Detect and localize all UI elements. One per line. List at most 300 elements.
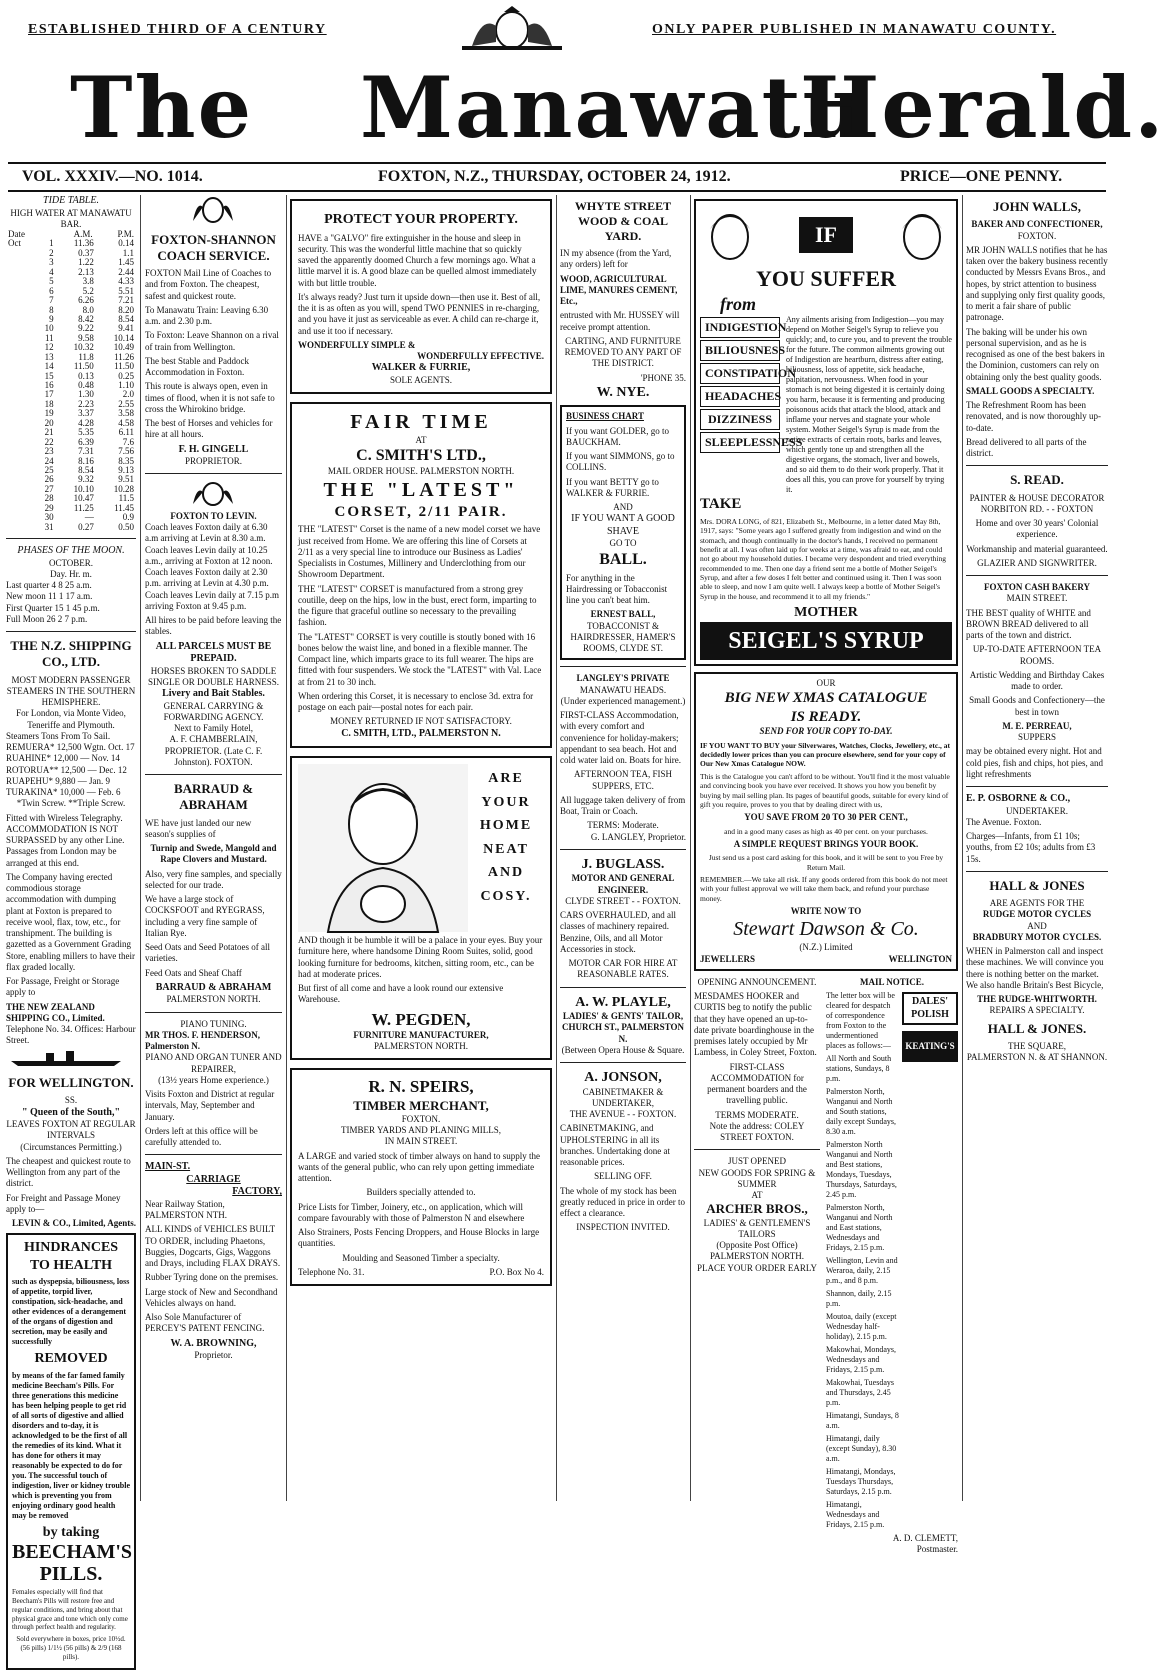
langley-sub: MANAWATU HEADS. <box>579 684 667 695</box>
established-banner: ESTABLISHED THIRD OF A CENTURY <box>28 22 327 37</box>
xmas-ltd: (N.Z.) Limited <box>799 942 853 953</box>
jonson-selling: SELLING OFF. <box>594 1171 652 1182</box>
ailment-item: HEADACHES <box>700 386 780 407</box>
cash-tea: UP-TO-DATE AFTERNOON TEA ROOMS. <box>972 644 1102 666</box>
col5-bottom <box>694 977 958 1556</box>
read-text: Home and over 30 years' Colonial experience. <box>975 518 1099 540</box>
tide-row <box>6 372 136 381</box>
tide-am: 5.35 <box>78 427 94 438</box>
levin-line: Coach leaves Foxton daily at 6.30 a.m arriving at Levin at 8.30 a.m. <box>145 522 268 544</box>
hall-sub: ARE AGENTS FOR THE <box>989 898 1085 908</box>
hall-square: THE SQUARE, <box>1008 1040 1066 1051</box>
whyte-text: entrusted with Mr. HUSSEY will receive prompt attention. <box>560 310 680 332</box>
tide-row <box>6 315 136 324</box>
osborne-sub: UNDERTAKER. <box>1006 805 1068 816</box>
speirs-sub: TIMBER MERCHANT, <box>353 1097 489 1113</box>
hall-location: PALMERSTON N. & AT SHANNON. <box>966 1052 1108 1062</box>
tide-day <box>6 438 34 447</box>
playle-sub: LADIES' & GENTS' TAILOR, <box>562 1011 684 1021</box>
coach-text: To Foxton: Leave Shannon on a rival of train from Wellington. <box>145 330 279 352</box>
levin-horses: HORSES BROKEN TO SADDLE SINGLE OR DOUBLE HARNESS. <box>147 665 279 687</box>
tide-am: 8.0 <box>82 304 94 315</box>
ship-row: TURAKINA* 10,000 — Feb. 6 <box>6 787 121 797</box>
pegden-word: COSY. <box>480 888 532 904</box>
coach-title: FOXTON-SHANNON COACH SERVICE. <box>151 231 276 263</box>
buglass-sub: MOTOR AND GENERAL ENGINEER. <box>571 873 675 895</box>
tide-date: 30 <box>44 512 54 523</box>
walls-text: Bread delivered to all parts of the district. <box>966 436 1087 458</box>
xmas-remember: REMEMBER.—We take all risk. If any goods ordered from this book do not meet with your fullest approval we will take them back, and refund your purchase money. <box>700 874 948 903</box>
cash-text: Small Goods and Confectionery—the best in town <box>969 695 1105 717</box>
title-manawatu: Manawatu <box>360 58 866 157</box>
jonson-name: A. JONSON, <box>584 1070 662 1085</box>
fair-money: MONEY RETURNED IF NOT SATISFACTORY. <box>330 716 512 727</box>
tide-date: 12 <box>44 342 54 353</box>
opening-text: MESDAMES HOOKER and CURTIS beg to notify the public that they have opened an up-to-date private boardinghouse in the premises lately occupied by Mr Lambess, in Coley Street, Foxton. <box>694 991 817 1058</box>
levin-hire: All hires to be paid before leaving the stables. <box>145 615 282 637</box>
buglass-hire: MOTOR CAR FOR HIRE AT REASONABLE RATES. <box>568 958 678 980</box>
ailment-item: DIZZINESS <box>700 409 780 430</box>
tide-row <box>6 287 136 296</box>
masthead-rule <box>8 162 1106 164</box>
walls-title: JOHN WALLS, <box>993 199 1081 214</box>
xmas-text: Just send us a post card asking for this book, and it will be sent to you Free by Return Mail. <box>708 853 944 872</box>
speirs-text: Price Lists for Timber, Joinery, etc., on application, which will compare favourably with those of Palmerston N and elsewhere <box>298 1201 525 1223</box>
tide-date: 13 <box>44 351 54 362</box>
mail-line: Wellington, Levin and Weraroa, daily, 2.15 p.m., and 8 p.m. <box>826 1256 898 1285</box>
shipping-header: Steamers Tons From To Sail. <box>6 730 111 741</box>
tide-pm: 1.10 <box>118 380 134 390</box>
speirs-location: FOXTON. <box>401 1113 441 1124</box>
ship-text: For Passage, Freight or Storage apply to <box>6 976 120 998</box>
title-herald: Herald. <box>800 58 1165 157</box>
tide-date: 7 <box>49 295 54 306</box>
column-rule <box>962 195 963 1501</box>
playle-name: A. W. PLAYLE, <box>575 994 671 1010</box>
beecham-text: such as dyspepsia, biliousness, loss of appetite, torpid liver, constipation, sick-headache, and other evidences of a derangement of the organs of digestion and secretion, may be easily and successfully <box>12 1277 130 1347</box>
chart-line: If you want GOLDER, go to BAUCKHAM. <box>566 425 669 447</box>
shipping-sub: MOST MODERN PASSENGER STEAMERS IN THE SOUTHERN HEMISPHERE. <box>6 674 136 707</box>
tide-pm: 3.58 <box>118 408 134 419</box>
column-rule <box>286 195 287 1501</box>
column-4 <box>560 195 686 1501</box>
moon-phase: New moon 11 1 17 a.m. <box>6 591 93 602</box>
piano-name: MR THOS. F. HENDERSON, Palmerston N. <box>145 1029 261 1051</box>
shipping-title: THE N.Z. SHIPPING CO., LTD. <box>10 638 132 670</box>
beecham-by: by taking <box>42 1524 100 1540</box>
tide-row <box>6 277 136 286</box>
cash-text: may be obtained every night. Hot and cold pies, fish and chips, hot pies, and light refreshments <box>966 746 1103 779</box>
tide-am: 0.48 <box>78 380 94 390</box>
chart-shave: IF YOU WANT A GOOD SHAVE <box>571 513 675 537</box>
hall-signature: HALL & JONES. <box>987 1020 1087 1036</box>
mail-line: Palmerston North Wanganui and North and Best stations, Mondays, Tuesdays, Thursdays, Saturdays, 2.45 p.m. <box>826 1140 897 1199</box>
tide-date: 26 <box>44 474 54 485</box>
tide-pm: 9.51 <box>118 474 134 485</box>
tide-am: 7.31 <box>78 446 94 457</box>
tide-day <box>6 475 34 484</box>
tide-row <box>6 239 136 248</box>
ailment-item: CONSTIPATION <box>700 363 780 384</box>
cash-suppers: SUPPERS <box>1017 732 1057 742</box>
walls-specialty: SMALL GOODS A SPECIALTY. <box>966 385 1095 396</box>
woman-portrait-icon <box>892 205 952 265</box>
tide-am: 11.25 <box>73 502 94 513</box>
moon-phase: First Quarter 15 1 45 p.m. <box>6 602 100 613</box>
carriage-text: Also Sole Manufacturer of PERCEY'S PATENT FENCING. <box>145 1312 265 1334</box>
tide-row <box>6 513 136 522</box>
wellington-agent: LEVIN & CO., Limited, Agents. <box>11 1218 136 1228</box>
tide-day <box>6 324 34 333</box>
steamer-icon <box>6 1047 126 1067</box>
chart-line: If you want BETTY go to WALKER & FURRIE. <box>566 476 659 498</box>
jonson-invite: INSPECTION INVITED. <box>576 1222 670 1233</box>
price: PRICE—ONE PENNY. <box>900 168 1063 185</box>
livery-title: Livery and Bait Stables. <box>162 688 265 699</box>
speirs-ad <box>290 1068 552 1286</box>
masthead-title <box>0 58 1165 158</box>
hall-text: WHEN in Palmerston call and inspect these machines. We will convince you there is nothing better on the market. We also handle Britain's Best Bicycle, <box>966 946 1104 990</box>
tide-pm: 7.21 <box>118 295 134 306</box>
tide-header-row <box>6 230 136 239</box>
playle-location2: (Between Opera House & Square. <box>561 1044 685 1055</box>
tide-day <box>6 523 34 532</box>
tide-header: P.M. <box>117 229 134 239</box>
ship-row: RUAHINE* 12,000 — Nov. 14 <box>6 753 120 764</box>
royal-crest-icon <box>145 195 282 223</box>
fair-corset: CORSET, 2/11 PAIR. <box>334 503 508 520</box>
tide-date: 6 <box>49 285 54 296</box>
tide-am: 0.37 <box>78 247 94 258</box>
beecham-title: HINDRANCES <box>23 1240 119 1256</box>
tide-row <box>6 258 136 267</box>
speirs-telephone: Telephone No. 31. <box>298 1266 365 1277</box>
seigel-from: from <box>720 293 756 314</box>
pegden-ad <box>290 756 552 1060</box>
buglass-location: CLYDE STREET - - FOXTON. <box>565 895 681 906</box>
seigel-take: TAKE <box>700 496 742 512</box>
pegden-text: AND though it be humble it will be a palace in your eyes. Buy your furniture here, where handsome Dining Room Suites, solid, good looking furniture for bedrooms, kitchen, sitting room, etc., can be had at moderate prices. <box>298 935 543 979</box>
mail-line: Himatangi, Sundays, 8 a.m. <box>826 1411 899 1430</box>
mail-body <box>826 988 958 1533</box>
moon-header: Day. Hr. m. <box>50 568 92 579</box>
ship-agent: THE NEW ZEALAND SHIPPING CO., Limited. <box>6 1001 105 1023</box>
whyte-text: IN my absence (from the Yard, any orders) left for <box>560 248 672 270</box>
ship-text: Fitted with Wireless Telegraphy. ACCOMMODATION IS NOT SURPASSED by any other Line. Passages from London may be arranged at this end. <box>6 812 125 868</box>
coat-of-arms-icon <box>452 6 572 52</box>
mail-postmaster: Postmaster. <box>916 1544 958 1555</box>
osborne-location: The Avenue. Foxton. <box>966 816 1042 827</box>
tide-pm: 1.45 <box>118 257 134 268</box>
column-3 <box>290 195 552 1501</box>
tide-row <box>6 466 136 475</box>
beecham-name: BEECHAM'S PILLS. <box>12 1541 133 1586</box>
tide-header: Date <box>8 229 25 239</box>
protect-title: PROTECT YOUR PROPERTY. <box>324 212 518 227</box>
tide-row <box>6 409 136 418</box>
ailment-item: BILIOUSNESS <box>700 340 780 361</box>
tide-am: 10.10 <box>73 483 94 494</box>
xmas-city: WELLINGTON <box>888 953 952 964</box>
speirs-text: Builders specially attended to. <box>366 1187 476 1198</box>
xmas-write: WRITE NOW TO <box>790 906 862 916</box>
read-text: Workmanship and material guaranteed. <box>966 543 1108 554</box>
tide-date: 10 <box>44 323 54 334</box>
seigel-text: Any ailments arising from Indigestion—you may depend on Mother Seigel's Syrup to relieve you quickly; and, to cure you, and to prevent the trouble for the future. The common ailments growing out of Indigestion are heartburn, distress after eating, biliousness, loss of appetite, sick headache, palpitation, nervousness. When food in your stomach is not being digested it is certainly doing you harm, because it is fermenting and producing poisonous acids that attack the blood, attack and inflame your nerves and stagnate your whole system. Mother Seigel's Syrup is made from the native extracts of certain roots, barks and leaves, which gently tone up and strengthen all the digestive organs, the stomach, liver and bowels, and so aid them to do their work properly. That it does all this, you can prove for yourself by trying it. <box>786 315 952 494</box>
tide-title: TIDE TABLE. <box>43 195 99 206</box>
osborne-text: Charges—Infants, from £1 10s; youths, from £2 10s; adults from £3 15s. <box>966 831 1096 864</box>
tide-pm: 11.5 <box>118 493 134 504</box>
tide-table <box>6 230 136 239</box>
xmas-footer <box>700 954 952 965</box>
tide-row <box>6 400 136 409</box>
barraud-signature: BARRAUD & ABRAHAM <box>155 981 272 993</box>
tide-day <box>6 362 34 371</box>
barraud-items: Turnip and Swede, Mangold and Rape Clovers and Mustard. <box>150 843 277 865</box>
dateline-bar <box>0 168 1114 188</box>
barraud-text: Seed Oats and Seed Potatoes of all varieties. <box>145 942 270 964</box>
protect-sole: SOLE AGENTS. <box>389 374 452 385</box>
tide-pm: 8.35 <box>118 455 134 466</box>
chart-and: AND <box>613 502 633 512</box>
tide-date: 5 <box>49 276 54 287</box>
chart-line: If you want SIMMONS, go to COLLINS. <box>566 451 675 473</box>
carriage-title: CARRIAGE <box>186 1173 241 1185</box>
coach-text: FOXTON Mail Line of Coaches to and from Foxton. The cheapest, safest and quickest route. <box>145 268 272 301</box>
hall-and: AND <box>1027 920 1047 931</box>
carriage-owner: W. A. BROWNING, <box>170 1337 257 1349</box>
hall-rudge: RUDGE MOTOR CYCLES <box>982 909 1092 920</box>
walls-text: MR JOHN WALLS notifies that he has taken over the bakery business recently conducted by Messrs Evans Bros., and hopes, by strict attention to business and supplying only first quality goods, to merit a fair share of public patronage. <box>966 244 1108 323</box>
tide-day: Oct <box>8 238 21 249</box>
mail-lines <box>826 988 899 1533</box>
tide-rows <box>6 239 136 532</box>
tide-pm: 8.20 <box>118 304 134 315</box>
langley-text: All luggage taken delivery of from Boat, Train or Coach. <box>560 794 686 816</box>
hall-rudge-whitworth: THE RUDGE-WHITWORTH. <box>977 994 1097 1004</box>
tide-am: 8.16 <box>78 455 94 466</box>
tide-date: 11 <box>44 332 54 343</box>
tide-day <box>6 504 34 513</box>
fair-time-ad <box>290 402 552 748</box>
speirs-yards: TIMBER YARDS AND PLANING MILLS, <box>341 1125 501 1135</box>
tide-am: 1.22 <box>78 257 94 268</box>
tide-date: 22 <box>44 436 54 447</box>
seigel-ad <box>694 199 958 666</box>
tide-pm: 1.1 <box>122 247 134 258</box>
mail-line: All North and South stations, Sundays, 8 p.m. <box>826 1054 892 1083</box>
archer-opposite: (Opposite Post Office) <box>716 1240 798 1250</box>
tide-row <box>6 306 136 315</box>
livery-next: Next to Family Hotel, <box>174 723 253 733</box>
chart-ball: BALL. <box>599 550 647 568</box>
tide-row <box>6 523 136 532</box>
carriage-text: Large stock of New and Secondhand Vehicles always on hand. <box>145 1286 278 1308</box>
tide-date: 23 <box>44 446 54 457</box>
mail-line: Makowhai, Mondays, Wednesdays and Fridays, 2.15 p.m. <box>826 1345 896 1374</box>
tide-date: 16 <box>44 380 54 390</box>
archer-sub: LADIES' & GENTLEMEN'S TAILORS <box>703 1217 811 1239</box>
read-text: GLAZIER AND SIGNWRITER. <box>977 557 1097 568</box>
tide-am: 6.26 <box>78 295 94 306</box>
fair-latest: THE "LATEST" <box>323 478 519 501</box>
tide-pm: 10.14 <box>113 332 134 343</box>
tide-day <box>6 315 34 324</box>
pegden-name: W. PEGDEN, <box>371 1009 471 1029</box>
speirs-contact <box>298 1267 544 1278</box>
levin-line: Coach leaves Levin daily at 10.25 a.m., arriving at Foxton at 12 noon. <box>145 544 273 566</box>
xmas-jewellers: JEWELLERS <box>700 953 756 964</box>
tide-date: 1 <box>49 238 54 249</box>
tide-date: 15 <box>44 370 54 381</box>
protect-slogan: WONDERFULLY SIMPLE & <box>298 339 416 350</box>
mail-line: Himatangi, Mondays, Tuesdays Thursdays, Saturdays, 2.15 p.m. <box>826 1467 896 1496</box>
jonson-location: THE AVENUE - - FOXTON. <box>569 1109 677 1119</box>
tide-subtitle: HIGH WATER AT MANAWATU BAR. <box>10 207 132 229</box>
fair-company: C. SMITH'S LTD., <box>356 447 486 465</box>
xmas-text: This is the Catalogue you can't afford to be without. You'll find it the most valuable and convincing book you have ever received. It shows you how you benefit by buying by mail selling plan. Its pages of beautiful goods, suitable for every kind of gift you require, proves to you that by dealing direct with us, <box>700 771 950 809</box>
tide-day <box>6 494 34 503</box>
tide-day <box>6 457 34 466</box>
mail-line: Palmerston North, Wanganui and North and East stations, Wednesdays and Fridays, 2.15 p.m. <box>826 1203 893 1252</box>
tide-pm: 2.44 <box>118 266 134 277</box>
osborne-title: E. P. OSBORNE & CO., <box>966 793 1071 804</box>
coach-text: This route is always open, even in times of flood, when it is not safe to cross the Whirokino bridge. <box>145 381 275 414</box>
tide-am: 0.13 <box>78 370 94 381</box>
seigel-testimonial: Mrs. DORA LONG, of 821, Elizabeth St., Melbourne, in a letter dated May 8th, 1917, says: "Some years ago I suffered greatly from indigestion and wind on the stomach, and though continually in the doctor's hands, I received no permanent benefit at all. I was often laid up for weeks at a time, was afraid to eat, and could not go about my household duties. I became very despondent and tried everything recommended to me. Then one day a friend sent me a bottle of Mother Seigel's Syrup, and after a few doses I felt better and continued using it. Then I was soon able to sleep, and now I am quite well. I always keep a bottle of Mother Seigel's Syrup in the house, and recommend it to all my friends." <box>700 516 946 601</box>
tide-date: 25 <box>44 464 54 475</box>
tide-day <box>6 249 34 258</box>
tide-day <box>6 513 34 522</box>
tide-pm: 0.14 <box>118 238 134 249</box>
cash-name: M. E. PERREAU, <box>1002 720 1072 731</box>
xmas-title: BIG NEW XMAS CATALOGUE <box>724 689 928 706</box>
column-rule <box>140 195 141 1501</box>
tide-date: 31 <box>44 521 54 532</box>
tide-day <box>6 268 34 277</box>
barraud-text: Feed Oats and Sheaf Chaff <box>145 967 242 978</box>
speirs-name: R. N. SPEIRS, <box>368 1077 474 1097</box>
keatings-ad: KEATING'S <box>902 1031 958 1062</box>
tide-pm: 0.50 <box>118 521 134 532</box>
woman-portrait-icon <box>700 205 760 265</box>
column-1 <box>6 195 136 1661</box>
carriage-title: MAIN-ST. <box>145 1161 191 1173</box>
cash-text: Artistic Wedding and Birthday Cakes made to order. <box>969 669 1105 691</box>
mail-line: Himatangi, daily (except Sunday), 8.30 a.m. <box>826 1434 897 1463</box>
chart-text: For anything in the Hairdressing or Tobacconist line you can't beat him. <box>566 572 668 605</box>
tide-pm: 8.54 <box>118 313 134 324</box>
levin-line: Coach leaves Levin daily at 7.15 p.m arriving Foxton at 9.45 p.m. <box>145 589 279 611</box>
whyte-items: WOOD, AGRICULTURAL LIME, MANURES CEMENT, Etc., <box>560 273 678 306</box>
fair-text: The "LATEST" CORSET is very coutille is stoutly boned with 16 bones below the waist line, and boned in a flexible manner. The Compact line, which imparts grace to its full wearer. The hips are fitted with four suspenders. We stock the "LATEST" with Val. Lace at from 21 to 30 inch. <box>298 631 542 687</box>
read-location: NORBITON RD. - - FOXTON <box>980 503 1094 514</box>
tide-am: 0.27 <box>78 521 94 532</box>
chart-title: BUSINESS CHART <box>566 411 644 422</box>
xmas-title: IS READY. <box>790 708 862 725</box>
tide-pm: 4.58 <box>118 417 134 428</box>
column-5 <box>694 195 958 1555</box>
fair-at: AT <box>415 435 427 445</box>
tide-row <box>6 296 136 305</box>
pegden-sub: FURNITURE MANUFACTURER, <box>353 1029 489 1040</box>
seigel-syrup: SEIGEL'S SYRUP <box>700 622 952 660</box>
tide-date: 29 <box>44 502 54 513</box>
only-paper-banner: ONLY PAPER PUBLISHED IN MANAWATU COUNTY. <box>652 22 1057 37</box>
xmas-firm: Stewart Dawson & Co. <box>733 918 919 941</box>
coach-owner-title: PROPRIETOR. <box>184 456 243 466</box>
speirs-text: Also Strainers, Posts Fencing Droppers, and House Blocks in large quantities. <box>298 1227 540 1249</box>
ship-row: RUAPEHU* 9,880 — Jan. 9 <box>6 775 111 786</box>
pegden-words <box>468 764 544 932</box>
tide-date: 27 <box>44 483 54 494</box>
royal-crest-icon <box>145 480 282 506</box>
column-rule <box>690 195 691 1501</box>
tide-row <box>6 381 136 390</box>
mail-title: MAIL NOTICE. <box>859 976 924 987</box>
xmas-text: IF YOU WANT TO BUY your Silverwares, Watches, Clocks, Jewellery, etc., at decidedly lower prices than you can procure elsewhere, send for your copy of Our New Xmas Catalogue NOW. <box>700 740 951 769</box>
wellington-text: For Freight and Passage Money apply to— <box>6 1192 121 1214</box>
fair-signature: C. SMITH, LTD., PALMERSTON N. <box>341 727 501 739</box>
barraud-text: We have a large stock of COCKSFOOT and RYEGRASS, including a very fine sample of Italian Rye. <box>145 894 265 938</box>
archer-location: PALMERSTON NORTH. <box>710 1251 804 1262</box>
ship-phone: Telephone No. 34. Offices: Harbour Street. <box>6 1024 136 1046</box>
pegden-word: YOUR <box>481 794 531 810</box>
protect-slogan: WONDERFULLY EFFECTIVE. <box>417 351 544 361</box>
wellington-ship: " Queen of the South," <box>21 1106 121 1118</box>
fair-text: THE "LATEST" Corset is the name of a new model corset we have just received from Home. We are offering this line of Corsets at 2/11 as a very special line to introduce our Business as Ladies' Specialists in Costumes, Millinery and Underclothing from our Showroom Department. <box>298 524 541 580</box>
moon-month: OCTOBER. <box>48 557 94 568</box>
langley-mgmt: (Under experienced management.) <box>560 695 686 706</box>
barraud-location: PALMERSTON NORTH. <box>166 994 261 1005</box>
dateline-rule <box>8 190 1106 192</box>
tide-row <box>6 362 136 371</box>
tide-pm: 6.11 <box>118 427 134 438</box>
tide-day <box>6 353 34 362</box>
levin-title: FOXTON TO LEVIN. <box>170 510 257 521</box>
pegden-location: PALMERSTON NORTH. <box>374 1041 468 1051</box>
playle-location: CHURCH ST., PALMERSTON N. <box>561 1022 684 1044</box>
seigel-body <box>700 315 952 495</box>
tide-am: — <box>84 512 94 523</box>
tide-date: 3 <box>49 257 54 268</box>
ship-text: The Company having erected commodious storage accommodation with dumping plant at Foxton is prepared to receive wool, flax, tow, etc., for transhipment. The building is gazetted as a Government Grading Store, enabling millers to have their flax graded locally. <box>6 871 135 972</box>
levin-parcels: ALL PARCELS MUST BE PREPAID. <box>155 640 272 664</box>
tide-am: 11.36 <box>73 238 94 249</box>
tide-pm: 11.50 <box>114 361 134 372</box>
tide-day <box>6 419 34 428</box>
tide-am: 10.47 <box>73 493 94 504</box>
opening-text: FIRST-CLASS ACCOMMODATION for permanent boarders and the travelling public. <box>707 1061 807 1106</box>
tide-day <box>6 485 34 494</box>
seigel-suffer: YOU SUFFER <box>756 266 896 291</box>
pegden-word: NEAT <box>483 841 529 857</box>
dales-polish-ad: DALES' POLISH <box>902 992 958 1025</box>
tide-date: 21 <box>44 427 54 438</box>
tide-am: 2.23 <box>78 398 94 409</box>
beecham-removed: REMOVED <box>34 1351 108 1367</box>
tide-day <box>6 400 34 409</box>
pegden-word: ARE <box>488 771 524 786</box>
tide-day <box>6 409 34 418</box>
col5-bottom-left <box>694 977 820 1556</box>
tide-pm: 11.26 <box>114 351 134 362</box>
moon-title: PHASES OF THE MOON. <box>17 545 125 556</box>
column-2 <box>145 195 282 1501</box>
whyte-text: CARTING, AND FURNITURE REMOVED TO ANY PART OF THE DISTRICT. <box>564 335 682 369</box>
livery-owner: A. F. CHAMBERLAIN, PROPRIETOR. (Late C. F. Johnston). FOXTON. <box>164 734 263 767</box>
col5-bottom-right <box>826 977 958 1556</box>
